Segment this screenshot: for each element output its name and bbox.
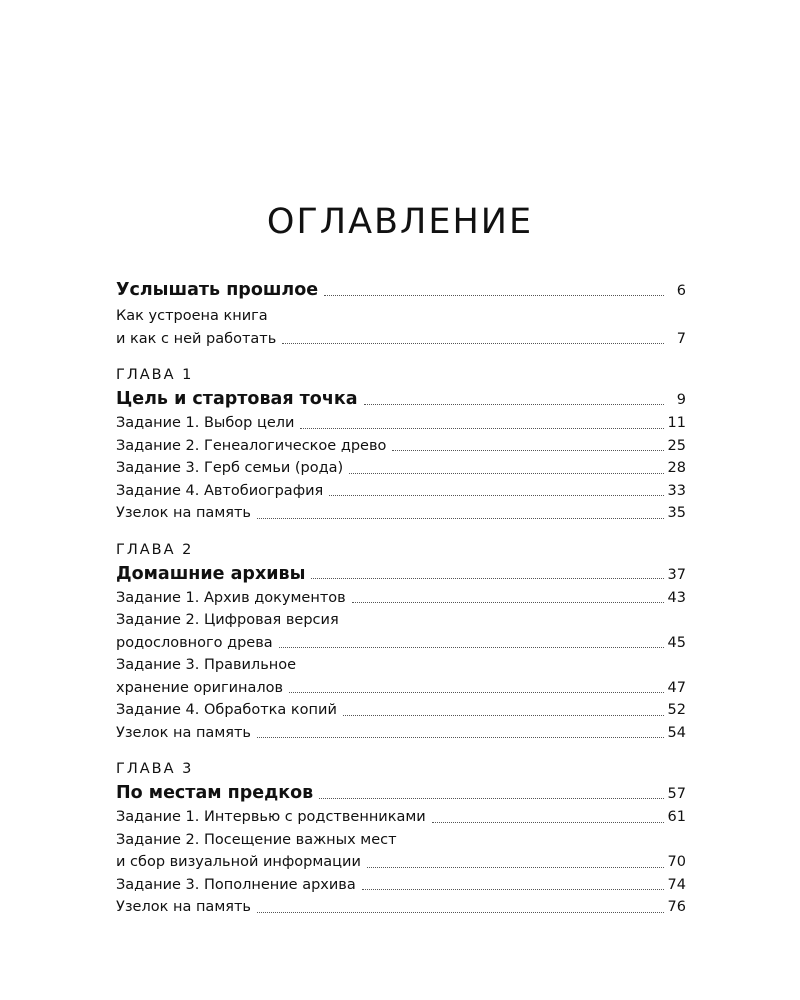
toc-entry-label: Узелок на память [116, 505, 251, 521]
dot-leader [329, 495, 663, 496]
toc-page-number: 6 [676, 283, 686, 299]
toc-heading-label: Цель и стартовая точка [116, 389, 358, 409]
toc-page-number: 47 [667, 679, 686, 696]
toc-entry-line[interactable]: Задание 3. Правильное [116, 657, 297, 673]
page-title: ОГЛАВЛЕНИЕ [266, 202, 534, 242]
toc-page-number: 7 [676, 330, 686, 347]
toc-chapter-heading[interactable] [116, 386, 686, 412]
toc-chapter-1 [116, 364, 686, 525]
dot-leader [392, 450, 663, 451]
toc-entry[interactable] [116, 328, 686, 351]
toc-entry-line[interactable]: Задание 2. Цифровая версия [116, 612, 339, 628]
toc-page-number: 52 [667, 702, 686, 718]
toc-entry-label: Узелок на память [116, 724, 251, 741]
toc-section-heading[interactable] [116, 277, 686, 303]
toc-entry-label: Задание 3. Пополнение архива [116, 876, 356, 893]
dot-leader [257, 912, 664, 913]
toc-entry-label: и сбор визуальной информации [116, 854, 361, 870]
toc-entry[interactable] [116, 806, 686, 829]
toc-entry[interactable] [116, 722, 686, 745]
dot-leader [352, 602, 664, 603]
toc-page-number: 43 [667, 589, 686, 606]
dot-leader [282, 343, 664, 344]
toc-entry[interactable] [116, 896, 686, 919]
chapter-label: ГЛАВА 3 [116, 761, 194, 777]
dot-leader [300, 428, 663, 429]
toc-page-number: 76 [667, 899, 686, 915]
dot-leader [367, 867, 664, 868]
toc-entry-label: родословного древа [116, 634, 273, 651]
toc-page-number: 35 [667, 505, 686, 521]
toc-page-number: 37 [667, 566, 686, 583]
toc-entry-line[interactable]: Задание 2. Посещение важных мест [116, 831, 397, 848]
toc-chapter-3 [116, 758, 686, 919]
toc-entry[interactable] [116, 677, 686, 700]
dot-leader [257, 737, 664, 738]
toc-page-number: 45 [667, 634, 686, 651]
dot-leader [319, 798, 663, 799]
toc-entry-line[interactable]: Как устроена книга [116, 308, 268, 324]
toc-entry-label: Задание 1. Архив документов [116, 589, 346, 606]
toc-page-number: 11 [667, 415, 686, 431]
toc-entry[interactable] [116, 502, 686, 525]
dot-leader [364, 404, 664, 405]
chapter-label: ГЛАВА 2 [116, 541, 194, 558]
table-of-contents [116, 277, 686, 919]
toc-entry-label: Задание 2. Генеалогическое древо [116, 437, 387, 454]
toc-chapter-2 [116, 539, 686, 745]
toc-page-number: 54 [667, 724, 686, 741]
dot-leader [311, 578, 663, 579]
toc-entry-label: Задание 3. Герб семьи (рода) [116, 460, 344, 476]
toc-entry-label: хранение оригиналов [116, 679, 284, 696]
toc-entry-label: Задание 1. Выбор цели [116, 415, 295, 431]
toc-page-number: 28 [667, 460, 686, 476]
dot-leader [343, 715, 664, 716]
toc-page-number: 25 [667, 437, 686, 454]
toc-entry[interactable] [116, 412, 686, 435]
dot-leader [279, 647, 664, 648]
toc-heading-label: Домашние архивы [116, 563, 306, 584]
toc-entry[interactable] [116, 587, 686, 610]
toc-entry[interactable] [116, 699, 686, 722]
toc-intro [116, 277, 686, 350]
toc-page-number: 61 [667, 809, 686, 825]
toc-entry-label: и как с ней работать [116, 330, 277, 347]
dot-leader [362, 889, 664, 890]
toc-entry[interactable] [116, 435, 686, 458]
toc-entry[interactable] [116, 874, 686, 897]
toc-page-number: 74 [667, 876, 686, 893]
toc-entry[interactable] [116, 632, 686, 655]
toc-entry-label: Задание 4. Обработка копий [116, 702, 337, 718]
dot-leader [349, 473, 663, 474]
toc-page-number: 9 [676, 392, 686, 408]
dot-leader [289, 692, 663, 693]
dot-leader [432, 822, 664, 823]
toc-chapter-heading[interactable] [116, 561, 686, 587]
toc-entry-label: Задание 1. Интервью с родственниками [116, 809, 426, 825]
toc-entry[interactable] [116, 457, 686, 480]
toc-page-number: 33 [667, 482, 686, 499]
toc-heading-label: По местам предков [116, 783, 314, 803]
toc-page-number: 57 [667, 786, 686, 802]
dot-leader [257, 518, 664, 519]
toc-chapter-heading[interactable] [116, 780, 686, 806]
toc-page-number: 70 [667, 854, 686, 870]
toc-entry[interactable] [116, 851, 686, 874]
toc-entry-label: Узелок на память [116, 899, 251, 915]
toc-entry-label: Задание 4. Автобиография [116, 482, 324, 499]
dot-leader [324, 295, 664, 296]
toc-entry[interactable] [116, 480, 686, 503]
toc-heading-label: Услышать прошлое [116, 280, 319, 300]
chapter-label: ГЛАВА 1 [116, 367, 194, 383]
